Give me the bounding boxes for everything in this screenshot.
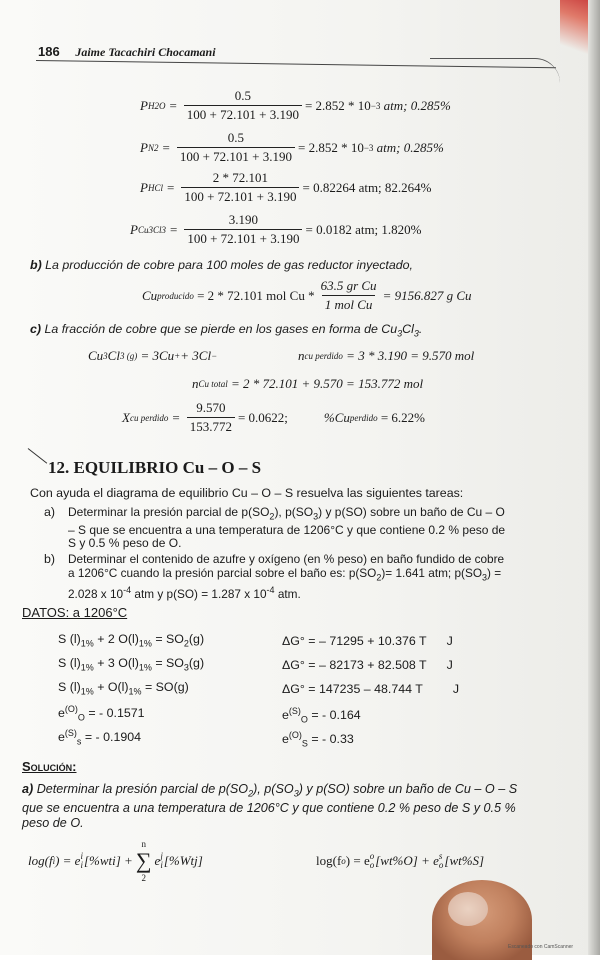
- reaction-3: S $(l)_{1\%} + O(l)_{1\%} = SO(g)$: [58, 680, 189, 697]
- solution-a-statement: a) Determinar la presión parcial de $p(SO_2)$, $p(SO_3)$ y p(SO) sobre un baño de Cu – O – S que se encuentra a una temperatura de 1206°C y que contiene 0.2 % peso de S y 0.5 % peso de O.: [22, 782, 518, 830]
- reaction-1-dg: ΔG° = – 71295 + 10.376 T J: [282, 634, 453, 648]
- formula-log-fi: log(f i ) = e i i [%wti] + n ∑ 2 e j i [%Wtj]: [28, 839, 203, 883]
- reaction-2: S $(l)_{1\%} + 3$ $O(l)_{1\%} = SO_3(g)$: [58, 656, 205, 673]
- pressure-h2o: P H2O = $\frac{0.5}{100 + 72.101 + 3.190}$ = 2.852 * 10 −3 atm; 0.285%: [140, 88, 451, 122]
- part-b-statement: b) La producción de cobre para 100 moles de gas reductor inyectado,: [30, 258, 413, 272]
- pressure-n2: P N2 = $\frac{0.5}{100 + 72.101 + 3.190}$ = 2.852 * 10 −3 atm; 0.285%: [140, 130, 444, 164]
- page-number: 186: [38, 44, 60, 59]
- coef-eO-O: $e^{(O)}_O$ = - 0.1571: [58, 704, 145, 723]
- section-title: 12. EQUILIBRIO Cu – O – S: [48, 458, 262, 477]
- page-header: [38, 44, 216, 60]
- author-name: Jaime Tacachiri Chocamani: [75, 45, 216, 59]
- reaction-3-dg: ΔG° = 147235 – 48.744 T J: [282, 682, 460, 696]
- part-c-statement: c) La fracción de cobre que se pierde en los gases en forma de $Cu_3Cl_3$.: [30, 322, 423, 339]
- coef-eS-O: $e^{(S)}_O$ = - 0.164: [282, 706, 361, 725]
- cu3cl3-reaction: Cu 3 Cl 3 (g) = 3Cu + + 3Cl −: [88, 348, 218, 363]
- x-cu-lost-equation: X cu perdido = $\frac{9.570}{153.772}$ = 0.0622; %Cu perdido = 6.22%: [122, 400, 426, 434]
- copper-produced-equation: Cu producido = 2 * 72.101 mol Cu * $\frac{\text{63.5 gr Cu}}{\text{1 mol Cu}}$ = 9156.827 g Cu: [142, 278, 472, 312]
- page-edge: [588, 0, 600, 955]
- summation-symbol: ∑: [135, 848, 152, 873]
- task-b: b) Determinar el contenido de azufre y oxígeno (en % peso) en baño fundido de cobre a 1206°C cuando la presión parcial sobre el baño es: $p(SO_2)= 1.641$ atm; $p(SO_3)$ = 2.028 x $10^{-4}$ atm y p(SO) = 1.287 x $10^{-4}$ atm.: [44, 552, 505, 602]
- task-a: a) Determinar la presión parcial de $p(SO_2)$, $p(SO_3)$ y p(SO) sobre un baño de Cu – O – S que se encuentra a una temperatura de 1206°C y que contiene 0.2 % peso de S y 0.5 % peso de O.: [44, 505, 506, 551]
- reaction-1: S $(l)_{1\%} + 2$ $O(l)_{1\%} = SO_2(g)$: [58, 632, 205, 649]
- reaction-2-dg: ΔG° = – 82173 + 82.508 T J: [282, 658, 453, 672]
- header-curve: [430, 58, 560, 83]
- coef-eS-S: $e^{(S)}_s$ = - 0.1904: [58, 728, 142, 747]
- n-cu-lost-equation: n cu perdido = 3 * 3.190 = 9.570 mol: [298, 348, 475, 363]
- datos-heading: DATOS: a 1206°C: [22, 605, 128, 620]
- pressure-cu3cl3: P Cu3Cl3 = $\frac{3.190}{100 + 72.101 + 3.190}$ = 0.0182 atm; 1.820%: [130, 212, 422, 246]
- n-cu-total-equation: n Cu total = 2 * 72.101 + 9.570 = 153.772 mol: [192, 376, 424, 391]
- coef-eO-S: $e^{(O)}_S$ = - 0.33: [282, 730, 354, 749]
- scanner-watermark: Escaneado con CamScanner: [508, 944, 574, 950]
- section-intro: Con ayuda el diagrama de equilibrio Cu – O – S resuelva las siguientes tareas:: [30, 486, 464, 500]
- solucion-heading: Solución:: [22, 759, 77, 774]
- thumb-nail: [448, 892, 488, 926]
- formula-log-fo: log(f o ) = e o o [wt%O] + e s o [wt%S]: [316, 851, 485, 870]
- pressure-hcl: P HCl = $\frac{2 * 72.101}{100 + 72.101 + 3.190}$ = 0.82264 atm; 82.264%: [140, 170, 432, 204]
